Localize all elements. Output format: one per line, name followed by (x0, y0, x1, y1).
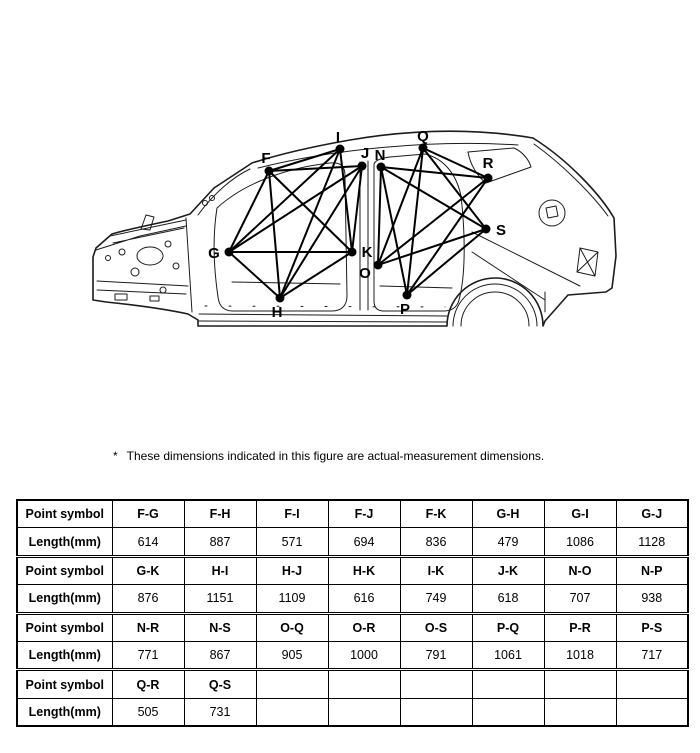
measure-line-F-H (269, 171, 280, 298)
length-cell: 571 (256, 528, 328, 556)
point-J-dot (358, 162, 367, 171)
point-O-dot (374, 261, 383, 270)
length-cell: 876 (112, 585, 184, 613)
point-symbol-cell: O-S (400, 613, 472, 641)
dimensions-table (16, 499, 689, 727)
table-row (17, 556, 688, 584)
point-symbol-cell: H-J (256, 556, 328, 584)
point-symbol-cell (616, 670, 688, 698)
measure-line-G-J (229, 166, 362, 252)
point-F-dot (265, 167, 274, 176)
point-symbol-cell (256, 670, 328, 698)
point-symbol-cell: G-I (544, 500, 616, 528)
table-row (17, 641, 688, 669)
length-cell: 836 (400, 528, 472, 556)
measure-line-Q-S (423, 148, 486, 229)
point-symbol-cell: O-R (328, 613, 400, 641)
point-symbol-cell: H-I (184, 556, 256, 584)
bolt-hole (173, 263, 179, 269)
point-symbol-cell: F-H (184, 500, 256, 528)
fuel-filler-cap (546, 206, 558, 218)
shock-tower (137, 247, 163, 265)
point-N-label: N (374, 147, 386, 164)
length-cell: 905 (256, 641, 328, 669)
front-structure-rails (96, 218, 192, 312)
point-symbol-cell (472, 670, 544, 698)
length-cell (544, 698, 616, 726)
point-symbol-cell: G-K (112, 556, 184, 584)
length-cell: 505 (112, 698, 184, 726)
point-symbol-cell: N-R (112, 613, 184, 641)
point-R-label: R (482, 155, 494, 172)
hatch-inner-line (534, 144, 608, 216)
measure-line-G-I (229, 149, 340, 252)
length-cell: 749 (400, 585, 472, 613)
point-symbol-cell: F-G (112, 500, 184, 528)
measure-line-Q-R (423, 148, 488, 178)
length-cell: 791 (400, 641, 472, 669)
point-symbol-cell: Q-S (184, 670, 256, 698)
length-cell: 938 (616, 585, 688, 613)
frame-slot (150, 296, 159, 301)
table-row (17, 528, 688, 556)
table-row (17, 613, 688, 641)
length-cell: 1000 (328, 641, 400, 669)
frame-slot (115, 294, 127, 300)
front-door-opening (214, 163, 347, 311)
point-R-dot (484, 174, 493, 183)
point-symbol-cell (544, 670, 616, 698)
length-cell: 887 (184, 528, 256, 556)
row-header-cell: Point symbol (17, 613, 112, 641)
point-symbol-cell: H-K (328, 556, 400, 584)
length-cell (256, 698, 328, 726)
point-symbol-cell: P-R (544, 613, 616, 641)
measure-line-N-O (378, 167, 381, 265)
row-header-cell: Point symbol (17, 670, 112, 698)
point-O-label: O (359, 265, 371, 282)
length-cell: 867 (184, 641, 256, 669)
point-symbol-cell: P-S (616, 613, 688, 641)
row-header-cell: Point symbol (17, 500, 112, 528)
point-symbol-cell: N-P (616, 556, 688, 584)
length-cell (328, 698, 400, 726)
length-cell: 1018 (544, 641, 616, 669)
length-cell: 1109 (256, 585, 328, 613)
bolt-hole (131, 268, 139, 276)
bolt-hole (165, 241, 171, 247)
point-symbol-cell: I-K (400, 556, 472, 584)
point-symbol-cell: J-K (472, 556, 544, 584)
bolt-hole (203, 201, 208, 206)
point-symbol-cell: F-I (256, 500, 328, 528)
length-cell: 1086 (544, 528, 616, 556)
point-symbol-cell: G-J (616, 500, 688, 528)
row-header-cell: Length(mm) (17, 528, 112, 556)
point-I-label: I (335, 129, 341, 146)
point-Q-label: Q (417, 128, 429, 145)
length-cell: 614 (112, 528, 184, 556)
point-symbol-cell: P-Q (472, 613, 544, 641)
point-symbol-cell: Q-R (112, 670, 184, 698)
point-S-label: S (495, 222, 507, 239)
length-cell: 771 (112, 641, 184, 669)
point-H-label: H (271, 304, 283, 321)
bolt-hole (160, 287, 166, 293)
point-symbol-cell: G-H (472, 500, 544, 528)
point-symbol-cell: F-K (400, 500, 472, 528)
bolt-hole (119, 249, 125, 255)
length-cell: 717 (616, 641, 688, 669)
point-J-label: J (360, 145, 370, 162)
measure-line-H-I (280, 149, 340, 298)
length-cell: 731 (184, 698, 256, 726)
point-H-dot (276, 294, 285, 303)
length-cell: 707 (544, 585, 616, 613)
row-header-cell: Point symbol (17, 556, 112, 584)
length-cell: 616 (328, 585, 400, 613)
length-cell (472, 698, 544, 726)
a-pillar-inner-line (198, 169, 250, 215)
note-asterisk: * (113, 449, 118, 463)
tail-lamp-mount (577, 248, 598, 276)
length-cell: 1061 (472, 641, 544, 669)
point-P-dot (403, 291, 412, 300)
point-symbol-cell: F-J (328, 500, 400, 528)
table-row (17, 698, 688, 726)
length-cell: 1128 (616, 528, 688, 556)
point-G-dot (225, 248, 234, 257)
point-K-dot (348, 248, 357, 257)
b-pillar-lines (360, 161, 368, 310)
length-cell (400, 698, 472, 726)
row-header-cell: Length(mm) (17, 641, 112, 669)
table-row (17, 500, 688, 528)
point-K-label: K (361, 244, 373, 261)
point-S-dot (482, 225, 491, 234)
roof-inner-line (258, 143, 518, 168)
point-G-label: G (208, 245, 220, 262)
length-cell: 479 (472, 528, 544, 556)
note-text: These dimensions indicated in this figure are actual-measurement dimensions. (126, 449, 545, 463)
measure-line-G-H (229, 252, 280, 298)
length-cell: 618 (472, 585, 544, 613)
length-cell (616, 698, 688, 726)
point-symbol-cell: N-O (544, 556, 616, 584)
figure-note (113, 449, 544, 463)
length-cell: 1151 (184, 585, 256, 613)
point-P-label: P (399, 301, 411, 318)
row-header-cell: Length(mm) (17, 585, 112, 613)
wheel-arch-arc-2 (461, 292, 529, 326)
table-row (17, 670, 688, 698)
row-header-cell: Length(mm) (17, 698, 112, 726)
point-symbol-cell: O-Q (256, 613, 328, 641)
length-cell: 694 (328, 528, 400, 556)
wheel-arch-arc-1 (453, 284, 537, 326)
measure-line-H-K (280, 252, 352, 298)
measure-line-N-P (381, 167, 407, 295)
fuel-filler-circle (539, 200, 565, 226)
table-row (17, 585, 688, 613)
bolt-hole (106, 256, 111, 261)
point-F-label: F (261, 150, 271, 167)
measure-line-F-K (269, 171, 352, 252)
point-symbol-cell: N-S (184, 613, 256, 641)
point-symbol-cell (400, 670, 472, 698)
point-symbol-cell (328, 670, 400, 698)
